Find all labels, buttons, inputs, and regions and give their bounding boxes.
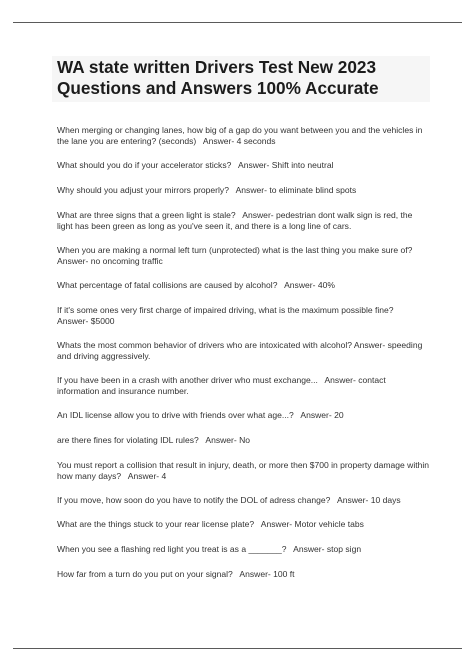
qa-list bbox=[57, 125, 432, 594]
qa-item: An IDL license allow you to drive with friends over what age...? Answer- 20 bbox=[57, 410, 344, 420]
document-title: WA state written Drivers Test New 2023 Questions and Answers 100% Accurate bbox=[57, 57, 379, 98]
qa-item: If it's some ones very first charge of impaired driving, what is the maximum possible fine? Answer- $5000 bbox=[57, 305, 401, 326]
qa-item: What percentage of fatal collisions are caused by alcohol? Answer- 40% bbox=[57, 280, 335, 290]
qa-item: What should you do if your accelerator sticks? Answer- Shift into neutral bbox=[57, 160, 334, 170]
qa-item: What are the things stuck to your rear license plate? Answer- Motor vehicle tabs bbox=[57, 519, 364, 529]
qa-item: How far from a turn do you put on your signal? Answer- 100 ft bbox=[57, 569, 295, 579]
qa-item: What are three signs that a green light is stale? Answer- pedestrian dont walk sign is red, the light has been green as long as you've seen it, and there is a long line of cars. bbox=[57, 210, 415, 231]
qa-item: When you are making a normal left turn (unprotected) what is the last thing you make sure of? Answer- no oncoming traffic bbox=[57, 245, 420, 266]
qa-item: You must report a collision that result in injury, death, or more then $700 in property damage within how many days? Answer- 4 bbox=[57, 460, 432, 481]
qa-item: When you see a flashing red light you treat is as a _______? Answer- stop sign bbox=[57, 544, 362, 554]
qa-item: If you move, how soon do you have to notify the DOL of adress change? Answer- 10 days bbox=[57, 495, 401, 505]
qa-item: Why should you adjust your mirrors properly? Answer- to eliminate blind spots bbox=[57, 185, 357, 195]
bottom-divider bbox=[13, 648, 462, 649]
qa-item: Whats the most common behavior of drivers who are intoxicated with alcohol? Answer- speeding and driving aggressively. bbox=[57, 340, 425, 361]
qa-item: When merging or changing lanes, how big of a gap do you want between you and the vehicles in the lane you are entering? (seconds) Answer- 4 seconds bbox=[57, 125, 425, 146]
qa-item: are there fines for violating IDL rules? Answer- No bbox=[57, 435, 251, 445]
top-divider bbox=[13, 22, 462, 23]
qa-item: If you have been in a crash with another driver who must exchange... Answer- contact information and insurance number. bbox=[57, 375, 389, 396]
